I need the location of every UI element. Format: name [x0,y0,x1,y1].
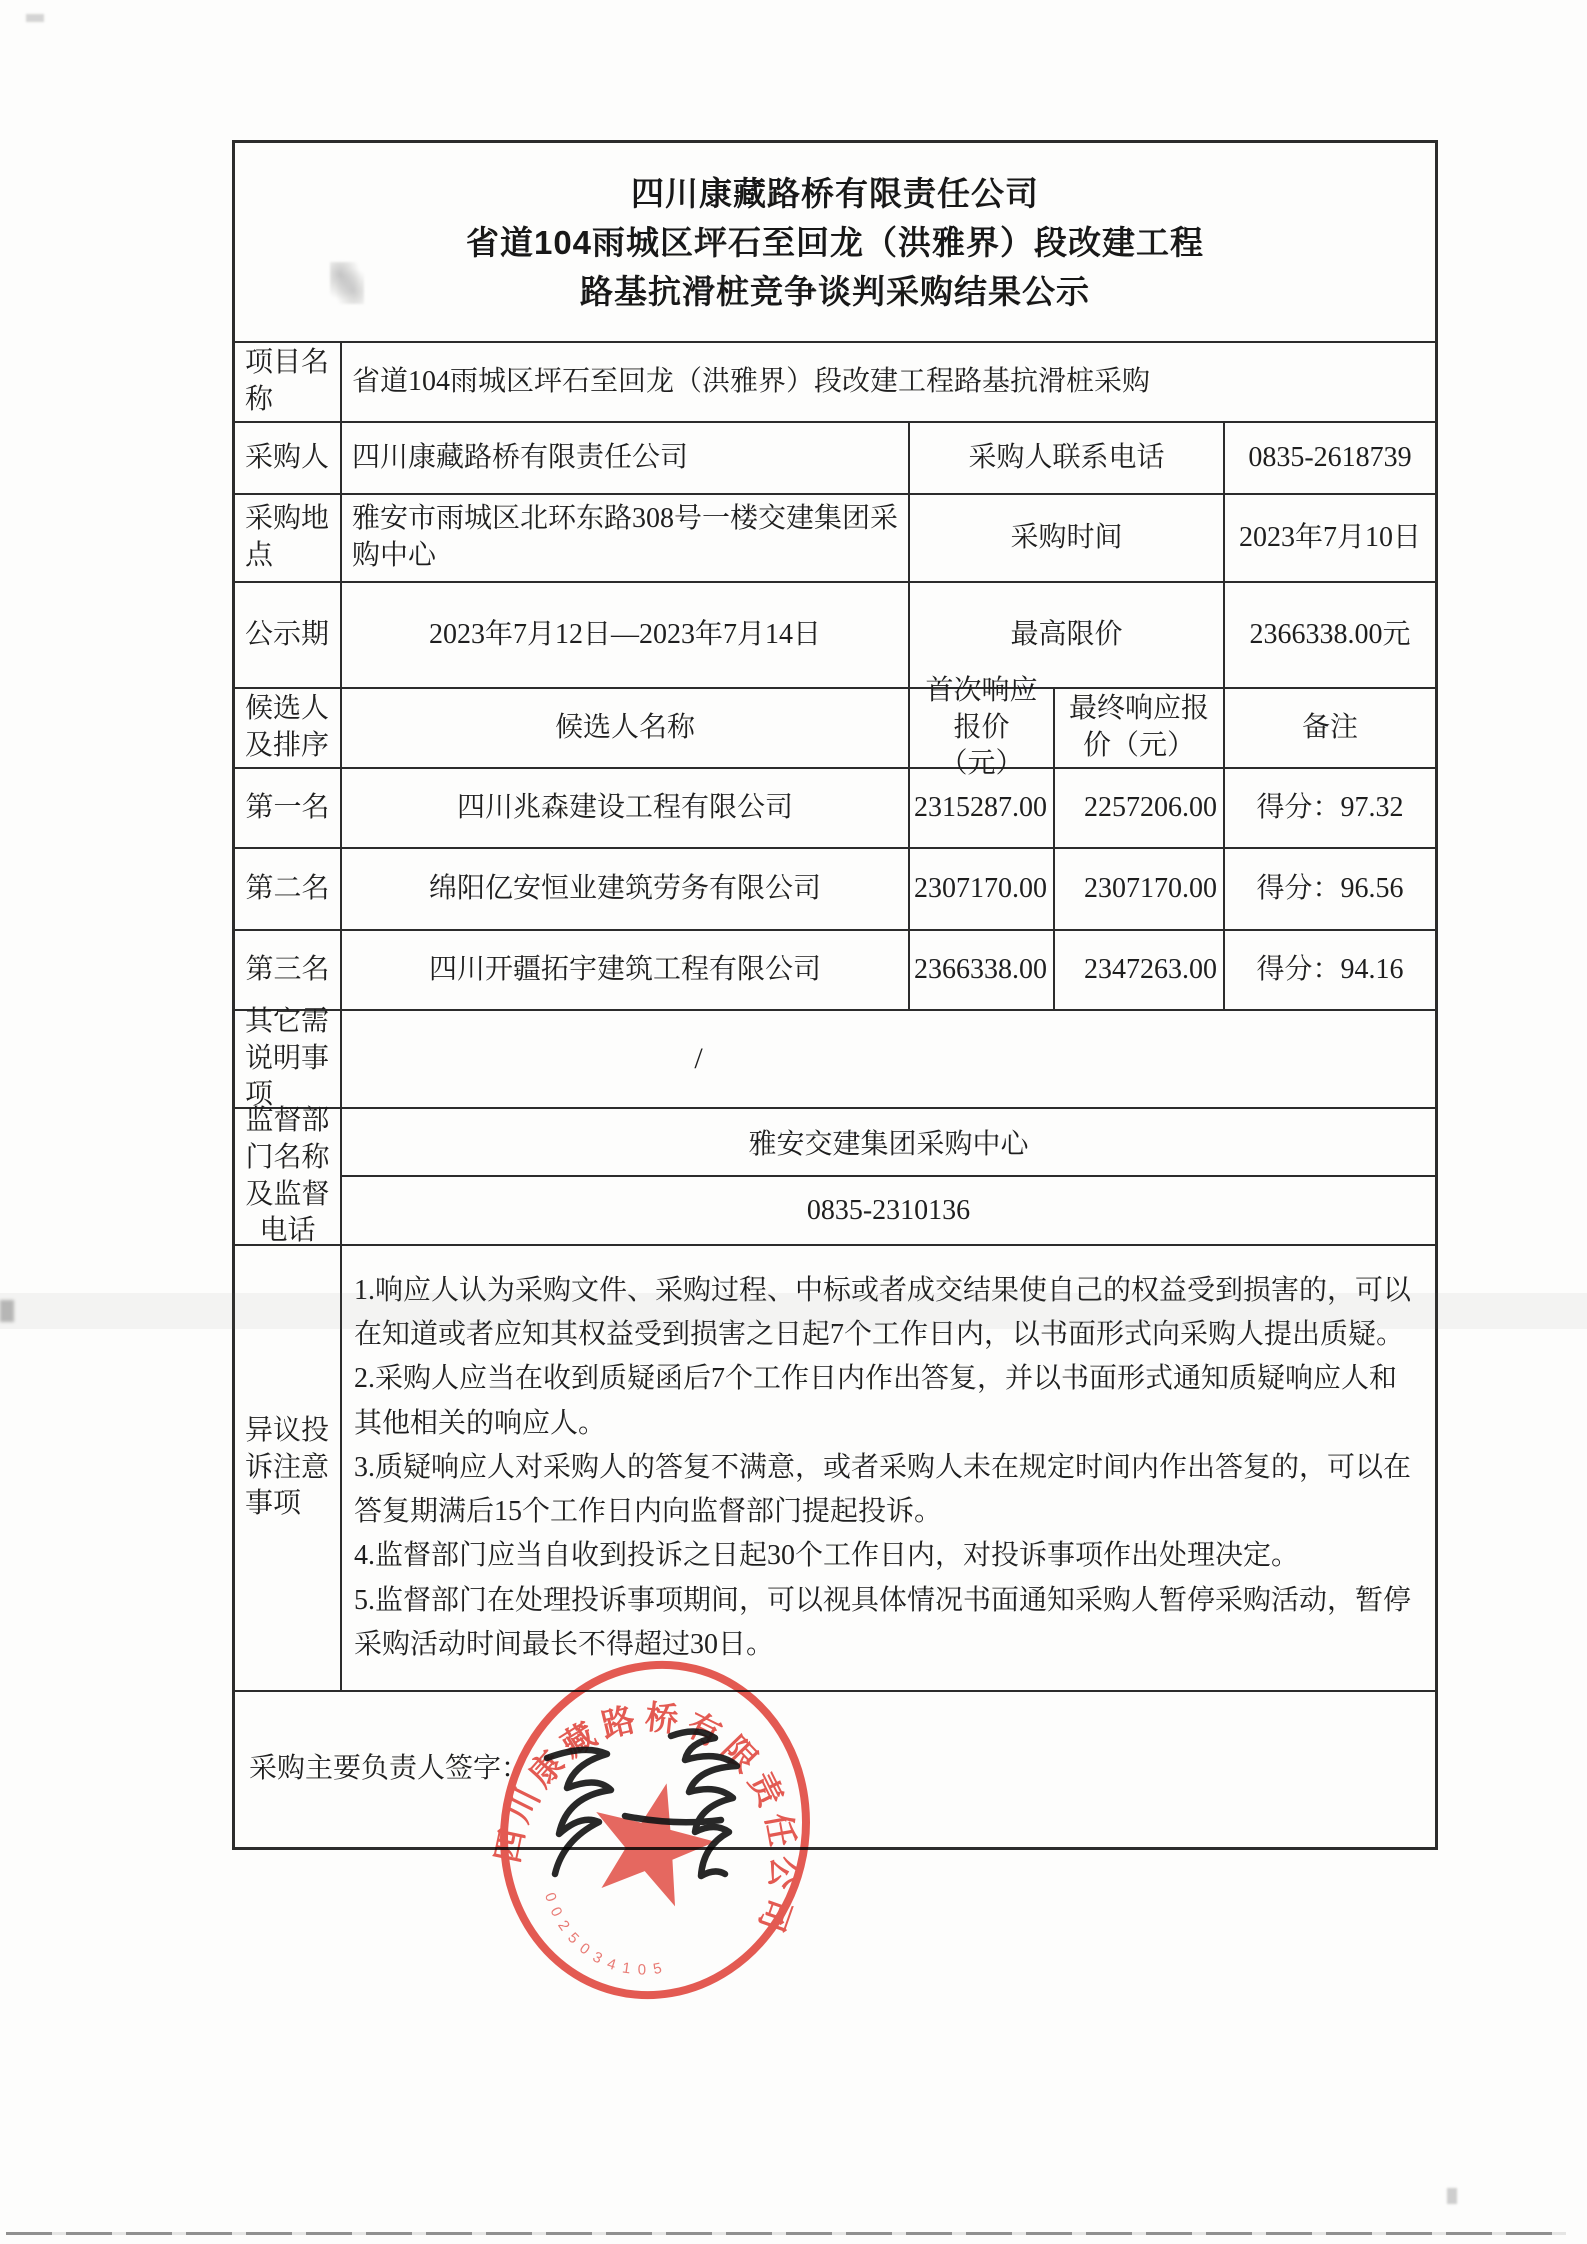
scan-smudge [1447,2188,1457,2204]
publicity-period-value: 2023年7月12日—2023年7月14日 [340,583,908,687]
candidate-final-offer: 2347263.00 [1053,931,1223,1009]
seal-code-text: 0025034105 [540,1890,672,1979]
candidate-rank: 第一名 [245,791,330,823]
supervision-phone: 0835-2310136 [806,1194,971,1226]
table-row-candidate-3 [235,929,1435,1009]
project-name-label: 项目名称 [245,347,330,415]
objection-item: 5.监督部门在处理投诉事项期间，可以视具体情况书面通知采购人暂停采购活动，暂停采购活动时间最长不得超过30日。 [354,1584,1412,1660]
row-purchaser [235,421,1435,493]
candidate-remark: 得分：94.16 [1223,931,1435,1009]
location-label: 采购地点 [245,503,330,571]
scan-artifact-band [0,1293,1587,1329]
candidates-remark-header: 备注 [1223,689,1435,767]
candidate-final-offer: 2257206.00 [1053,769,1223,847]
candidate-name: 四川兆森建设工程有限公司 [340,769,908,847]
document-title [235,143,1435,341]
title-line-company: 四川康藏路桥有限责任公司 [631,174,1039,212]
candidate-remark: 得分：97.32 [1223,769,1435,847]
candidate-rank: 第三名 [245,953,330,985]
row-location [235,493,1435,581]
candidates-name-header: 候选人名称 [340,689,908,767]
candidate-first-offer: 2315287.00 [908,769,1053,847]
signature-line-label: 采购主要负责人签字： [249,1753,530,1785]
procurement-result-table [232,140,1438,1850]
candidate-name: 绵阳亿安恒业建筑劳务有限公司 [340,849,908,929]
candidate-first-offer: 2307170.00 [908,849,1053,929]
location-value: 雅安市雨城区北环东路308号一楼交建集团采购中心 [340,495,908,581]
other-notes-label: 其它需说明事项 [245,1005,330,1111]
max-price-label: 最高限价 [908,583,1223,687]
purchase-time-value: 2023年7月10日 [1223,495,1435,581]
candidate-final-offer: 2307170.00 [1053,849,1223,929]
title-line-announcement: 路基抗滑桩竞争谈判采购结果公示 [580,272,1090,310]
row-project-name [235,341,1435,421]
objection-item: 2.采购人应当在收到质疑函后7个工作日内作出答复，并以书面形式通知质疑响应人和其他相关的响应人。 [354,1363,1398,1439]
objection-item: 4.监督部门应当自收到投诉之日起30个工作日内，对投诉事项作出处理决定。 [354,1540,1300,1572]
row-candidates-header [235,674,1435,780]
scan-smudge [0,1300,14,1322]
candidates-first-offer-header: 首次响应报价（元） [908,689,1053,767]
candidates-rank-header: 候选人及排序 [245,693,330,761]
purchaser-phone-label: 采购人联系电话 [908,423,1223,493]
publicity-period-label: 公示期 [245,618,330,650]
candidate-first-offer: 2366338.00 [908,931,1053,1009]
objection-item: 3.质疑响应人对采购人的答复不满意，或者采购人未在规定时间内作出答复的，可以在答复期满后15个工作日内向监督部门提起投诉。 [354,1451,1412,1528]
supervision-name: 雅安交建集团采购中心 [342,1109,1435,1177]
purchaser-label: 采购人 [245,441,330,473]
purchaser-phone-value: 0835-2618739 [1223,423,1435,493]
candidates-final-offer-header: 最终响应报价（元） [1053,689,1223,767]
company-seal [455,1630,855,2030]
purchase-time-label: 采购时间 [908,495,1223,581]
purchaser-value: 四川康藏路桥有限责任公司 [340,423,908,493]
candidate-remark: 得分：96.56 [1223,849,1435,929]
project-name-value: 省道104雨城区坪石至回龙（洪雅界）段改建工程路基抗滑桩采购 [340,343,1435,421]
row-publicity-period [235,581,1435,687]
max-price-value: 2366338.00元 [1223,583,1435,687]
row-other-notes [235,1005,1435,1111]
candidate-name: 四川开疆拓宇建筑工程有限公司 [340,931,908,1009]
svg-text:0025034105 [527,1887,684,1988]
candidate-rank: 第二名 [245,872,330,904]
objection-item: 1.响应人认为采购文件、采购过程、中标或者成交结果使自己的权益受到损害的，可以在知道或者应知其权益受到损害之日起7个工作日内，以书面形式向采购人提出质疑。 [354,1274,1412,1351]
scan-edge-line [6,2232,1566,2235]
scan-smudge [330,262,364,304]
objection-label: 异议投诉注意事项 [245,1414,330,1520]
table-row-candidate-2 [235,847,1435,929]
table-row-candidate-1 [235,767,1435,847]
row-supervision [235,1104,1435,1247]
title-line-project: 省道104雨城区坪石至回龙（洪雅界）段改建工程 [465,223,1205,261]
scan-smudge [26,14,44,22]
supervision-label: 监督部门名称及监督电话 [245,1104,330,1247]
seal-company-text: 四川康藏路桥有限责任公司 [488,1698,804,1944]
other-notes-value: / [340,1011,1435,1107]
